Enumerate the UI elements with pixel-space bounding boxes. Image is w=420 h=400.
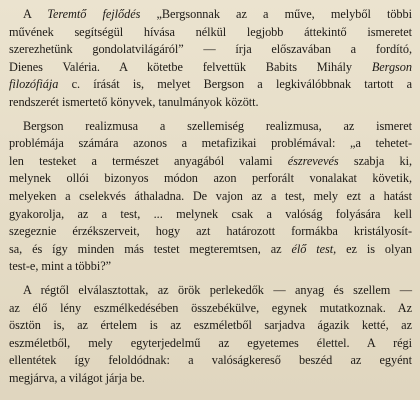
text-segment: szerezhetünk gondolatvilágáról” — írja előszavában a fordító,: [9, 42, 412, 57]
text-line: [9, 335, 412, 353]
text-line: [9, 282, 412, 300]
text-segment: A régtől elválasztottak, az örök perlekedők — anyag és szellem —: [23, 282, 412, 297]
text-segment: szabja ki,: [338, 153, 412, 168]
text-segment: művének segítségül hívása nélkül legjobb áttekintő ismeretet: [9, 24, 412, 39]
text-line: [9, 76, 412, 94]
text-line: [9, 59, 412, 77]
text-line: [9, 258, 412, 276]
text-line: [9, 300, 412, 318]
italic-text: Teremtő fejlődés: [47, 7, 141, 21]
text-segment: rendszerét ismertető könyvek, tanulmányok között.: [9, 94, 259, 109]
text-segment: az élő lény eszmélkedésében összebékülve, egynek mutatkoznak. Az: [9, 300, 412, 315]
text-segment: ellentétek így feloldódnak: a valóságkereső beszéd az egyént: [9, 353, 412, 368]
text-segment: „Bergsonnak az a műve, melyből többi: [140, 7, 412, 21]
text-segment: Dienes Valéria. A kötetbe felvettük Babits Mihály: [9, 59, 372, 74]
text-line: [9, 6, 412, 24]
paragraph: [9, 282, 412, 388]
text-line: [9, 153, 412, 171]
text-line: [9, 170, 412, 188]
text-segment: sa, és így minden más testet megteremtsen, az: [9, 241, 292, 256]
text-segment: melynek ollói bizonyos módon azon perforált vonalakat követik,: [9, 171, 412, 186]
italic-text: észrevevés: [287, 153, 339, 168]
text-segment: ösztön is, az értelem is az eszméletből sarjadva ágazik ketté, az: [9, 318, 412, 333]
text-line: [9, 223, 412, 241]
text-line: [9, 188, 412, 206]
text-segment: Bergson realizmusa a szellemiség realizmusa, az ismeret: [23, 118, 412, 133]
text-segment: , ez is olyan: [333, 241, 412, 256]
text-line: [9, 206, 412, 224]
text-segment: A: [23, 7, 48, 21]
text-segment: c. írását is, melyet Bergson a legkiválóbbnak tartott a: [58, 77, 412, 92]
text-segment: test-e, mint a többi?”: [9, 259, 112, 274]
text-segment: eszméletből, mely egyterjedelmű az egyetemes élettel. A régi: [9, 335, 412, 350]
text-segment: szegeznie érzékszerveit, hogy azt határozott formákba kristályosít-: [9, 224, 412, 239]
text-segment: melyeken a cselekvés áthaladna. De vajon az a test, mely ezt a hatást: [9, 188, 412, 203]
text-line: [9, 317, 412, 335]
text-line: [9, 370, 412, 388]
text-line: [9, 352, 412, 370]
text-body: [9, 6, 412, 387]
text-line: [9, 94, 412, 112]
text-line: [9, 41, 412, 59]
text-line: [9, 118, 412, 136]
text-segment: megjárva, a világot járja be.: [9, 370, 145, 385]
text-line: [9, 135, 412, 153]
paragraph: [9, 118, 412, 276]
text-line: [9, 241, 412, 259]
italic-text: Bergson: [371, 59, 412, 74]
text-segment: problémája számára azonos a metafizikai problémával: „a tehetet-: [9, 136, 412, 151]
italic-text: filozófiája: [9, 77, 59, 92]
text-segment: len testeket a természet anyagából valami: [9, 153, 288, 168]
text-line: [9, 24, 412, 42]
text-segment: gyakorolja, az a test, ... melynek csak a valóság folyására kell: [9, 206, 412, 221]
italic-text: élő test: [291, 241, 334, 256]
paragraph: [9, 6, 412, 112]
